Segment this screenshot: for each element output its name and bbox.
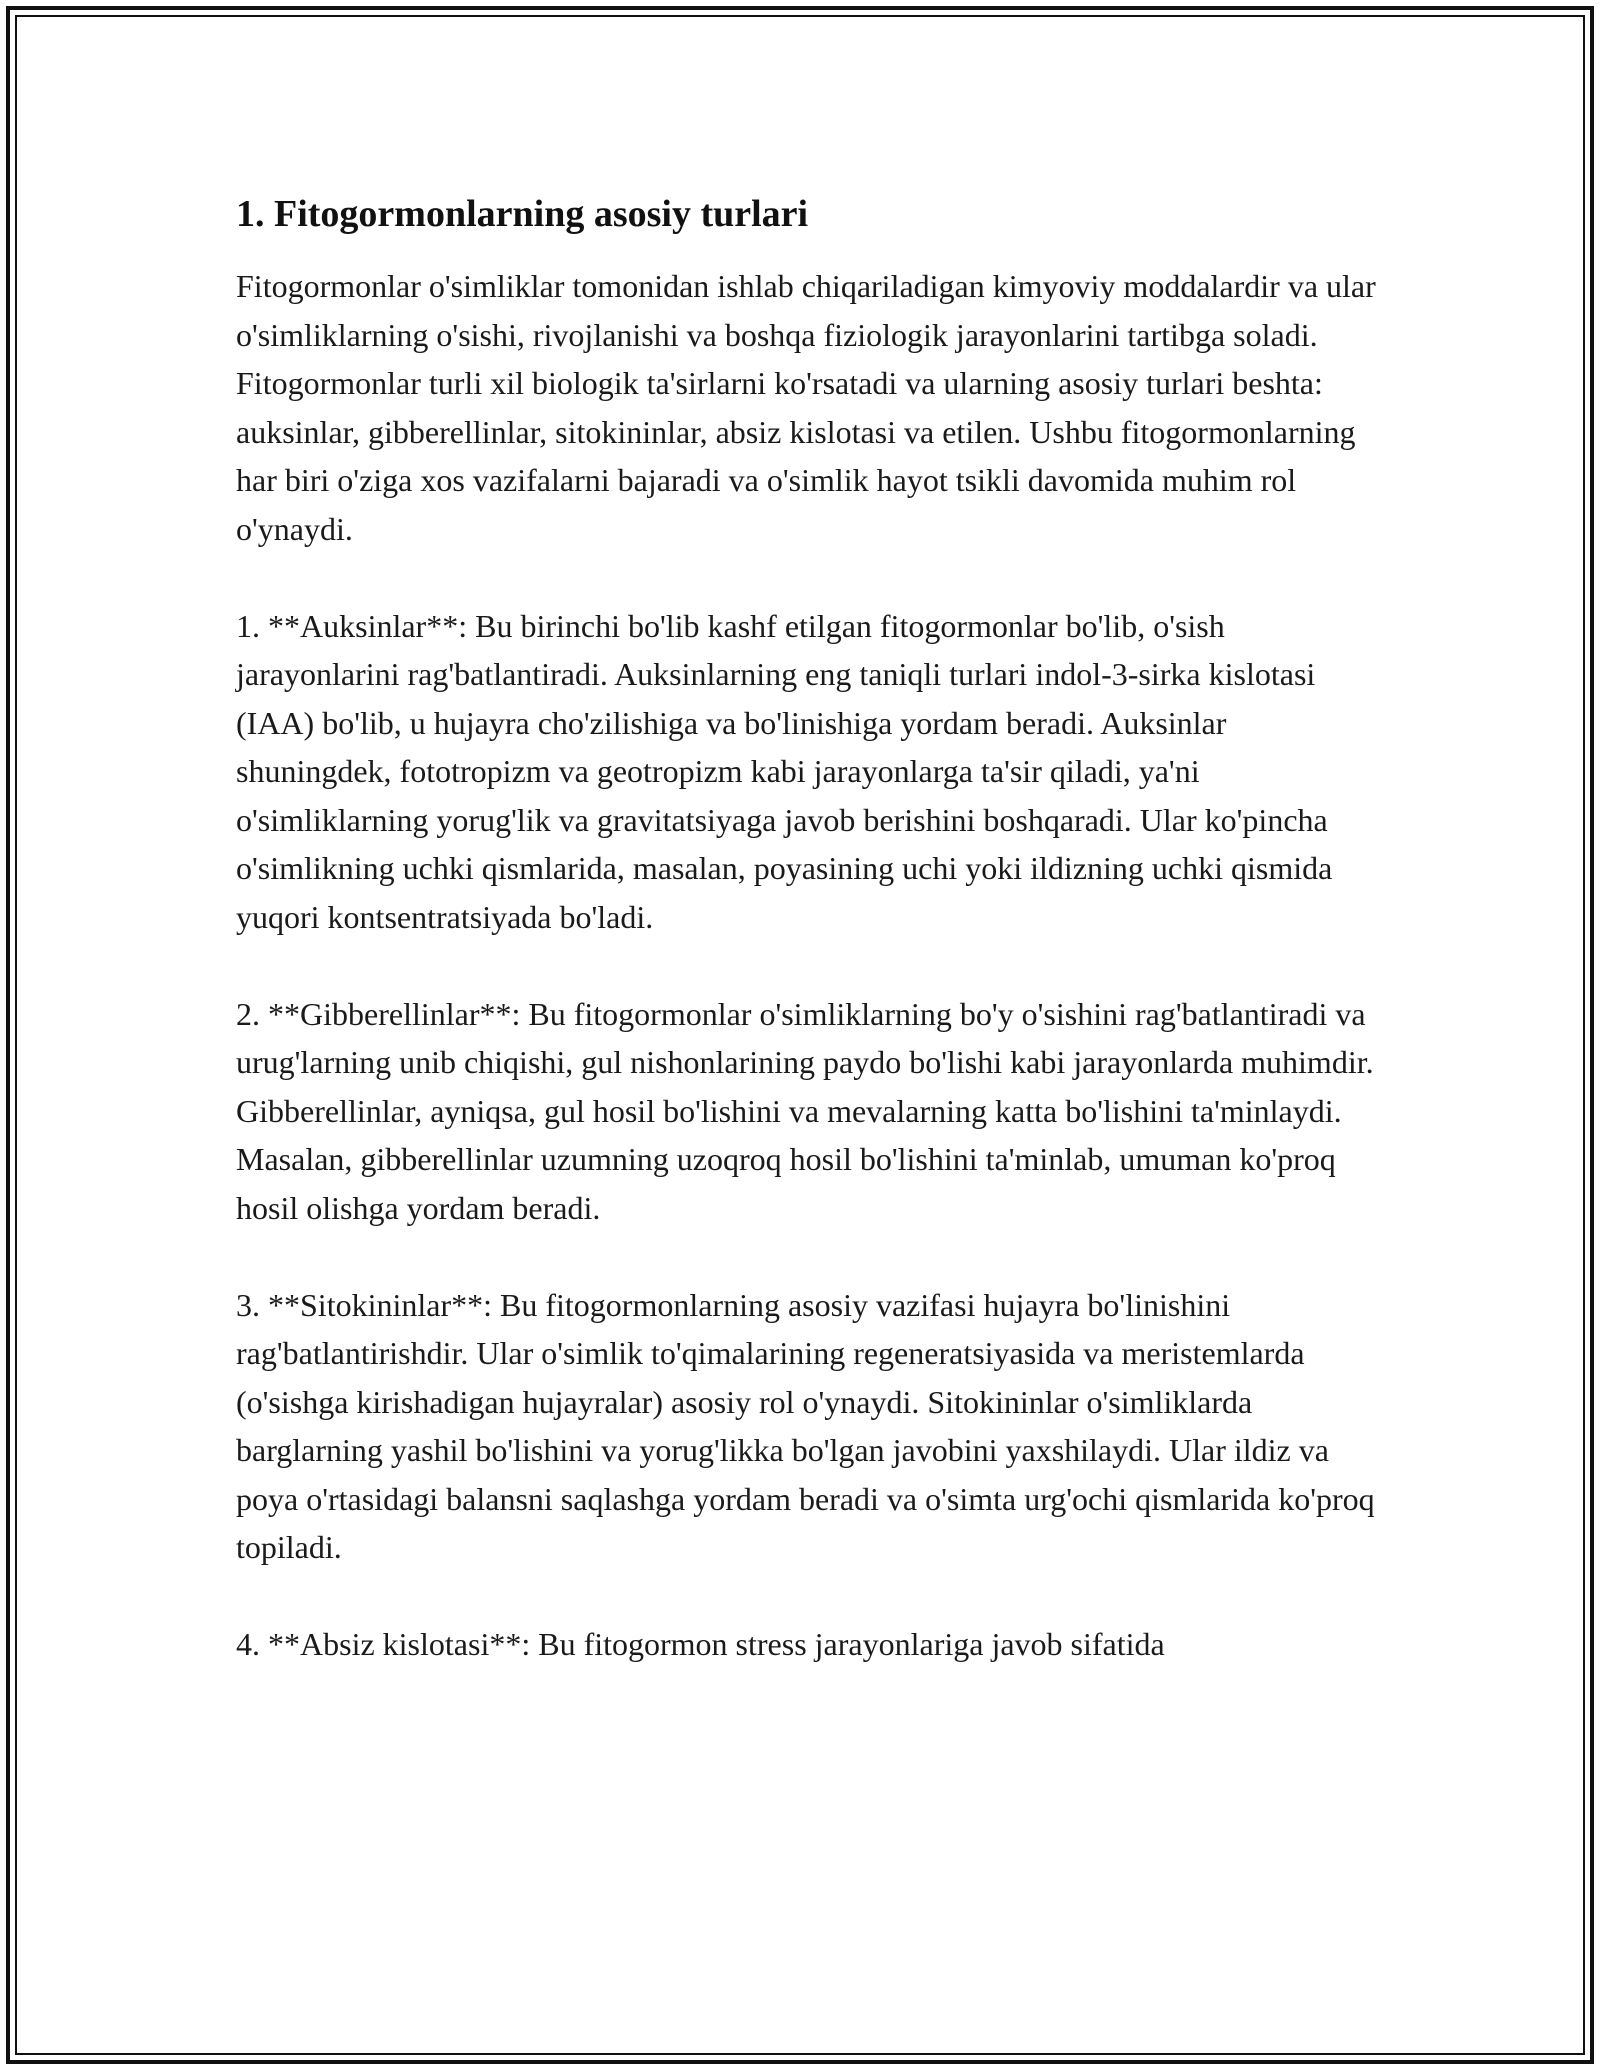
document-body [236, 188, 1376, 1717]
cytokinins-paragraph: 3. **Sitokininlar**: Bu fitogormonlarning asosiy vazifasi hujayra bo'linishini rag'batlantirishdir. Ular o'simlik to'qimalarining regeneratsiyasida va meristemlarda (o'sishga kirishadigan hujayralar) asosiy rol o'ynaydi. Sitokininlar o'simliklarda barglarning yashil bo'lishini va yorug'likka bo'lgan javobini yaxshilaydi. Ular ildiz va poya o'rtasidagi balansni saqlashga yordam beradi va o'simta urg'ochi qismlarida ko'proq topiladi. [236, 1286, 1375, 1565]
gibberellins-paragraph: 2. **Gibberellinlar**: Bu fitogormonlar o'simliklarning bo'y o'sishini rag'batlantiradi va urug'larning unib chiqishi, gul nishonlarining paydo bo'lishi kabi jarayonlarda muhimdir. Gibberellinlar, ayniqsa, gul hosil bo'lishini va mevalarning katta bo'lishini ta'minlaydi. Masalan, gibberellinlar uzumning uzoqroq hosil bo'lishini ta'minlab, umuman ko'proq hosil olishga yordam beradi. [236, 995, 1374, 1226]
section-heading: 1. Fitogormonlarning asosiy turlari [236, 193, 809, 235]
auxins-paragraph: 1. **Auksinlar**: Bu birinchi bo'lib kashf etilgan fitogormonlar bo'lib, o'sish jarayonlarini rag'batlantiradi. Auksinlarning eng taniqli turlari indol-3-sirka kislotasi (IAA) bo'lib, u hujayra cho'zilishiga va bo'linishiga yordam beradi. Auksinlar shuningdek, fototropizm va geotropizm kabi jarayonlarga ta'sir qiladi, ya'ni o'simliklarning yorug'lik va gravitatsiyaga javob berishini boshqaradi. Ular ko'pincha o'simlikning uchki qismlarida, masalan, poyasining uchi yoki ildizning uchki qismida yuqori kontsentratsiyada bo'ladi. [236, 607, 1333, 935]
abscisic-acid-paragraph: 4. **Absiz kislotasi**: Bu fitogormon stress jarayonlariga javob sifatida [236, 1626, 1165, 1662]
intro-paragraph: Fitogormonlar o'simliklar tomonidan ishlab chiqariladigan kimyoviy moddalardir va ular o'simliklarning o'sishi, rivojlanishi va boshqa fiziologik jarayonlarini tartibga soladi. Fitogormonlar turli xil biologik ta'sirlarni ko'rsatadi va ularning asosiy turlari beshta: auksinlar, gibberellinlar, sitokininlar, absiz kislotasi va etilen. Ushbu fitogormonlarning har biri o'ziga xos vazifalarni bajaradi va o'simlik hayot tsikli davomida muhim rol o'ynaydi. [236, 268, 1376, 547]
